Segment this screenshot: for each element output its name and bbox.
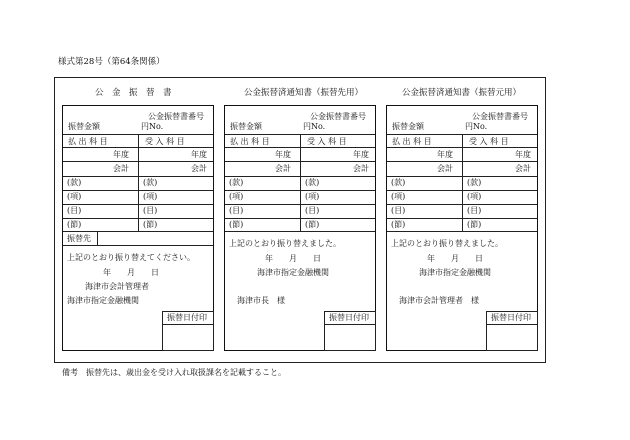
designated-bank: 海津市指定金融機関 xyxy=(257,268,329,277)
in-account-label: 受 入 科 目 xyxy=(307,137,347,146)
panel-title-payee-notice: 公金振替済通知書（振替先用） xyxy=(244,88,364,98)
stamp-box xyxy=(162,311,214,351)
in-kou: (項) xyxy=(143,192,158,201)
date-line: 年 月 日 xyxy=(265,254,321,263)
yen-no-label: 円No. xyxy=(465,122,488,131)
yen-no-label: 円No. xyxy=(141,122,164,131)
panel-payee-notice xyxy=(224,105,376,351)
in-moku: (目) xyxy=(305,206,320,215)
out-year-label: 年度 xyxy=(437,150,453,159)
accounting-manager: 海津市会計管理者 xyxy=(85,282,149,291)
out-setsu: (節) xyxy=(391,220,406,229)
in-year-label: 年度 xyxy=(353,150,369,159)
out-account-suffix: 会計 xyxy=(275,164,291,173)
in-kou: (項) xyxy=(467,192,482,201)
footnote: 備考 振替先は、歳出金を受け入れ取扱課名を記載すること。 xyxy=(62,368,286,377)
in-account-label: 受 入 科 目 xyxy=(145,137,185,146)
panel-payer-notice xyxy=(386,105,538,351)
in-moku: (目) xyxy=(143,206,158,215)
stamp-box xyxy=(486,311,538,351)
in-account-suffix: 会計 xyxy=(191,164,207,173)
stamp-label: 振替日付印 xyxy=(329,313,369,322)
out-setsu: (節) xyxy=(67,220,82,229)
out-year-label: 年度 xyxy=(275,150,291,159)
out-kou: (項) xyxy=(391,192,406,201)
panel-title-transfer: 公 金 振 替 書 xyxy=(95,88,172,98)
out-kan: (款) xyxy=(391,178,406,187)
in-year-label: 年度 xyxy=(191,150,207,159)
amount-label: 振替金額 xyxy=(392,122,424,131)
in-setsu: (節) xyxy=(143,220,158,229)
designated-bank: 海津市指定金融機関 xyxy=(67,296,139,305)
out-account-label: 払 出 科 目 xyxy=(230,137,270,146)
designated-bank: 海津市指定金融機関 xyxy=(419,268,491,277)
out-account-label: 払 出 科 目 xyxy=(392,137,432,146)
in-kan: (款) xyxy=(305,178,320,187)
stamp-box xyxy=(324,311,376,351)
amount-label: 振替金額 xyxy=(230,122,262,131)
out-account-label: 払 出 科 目 xyxy=(68,137,108,146)
addressee-manager: 海津市会計管理者 様 xyxy=(399,296,479,305)
out-kou: (項) xyxy=(229,192,244,201)
out-kan: (款) xyxy=(229,178,244,187)
in-kan: (款) xyxy=(143,178,158,187)
in-setsu: (節) xyxy=(467,220,482,229)
in-kan: (款) xyxy=(467,178,482,187)
completion-message: 上記のとおり振り替えました。 xyxy=(391,239,503,248)
out-kan: (款) xyxy=(67,178,82,187)
in-moku: (目) xyxy=(467,206,482,215)
in-year-label: 年度 xyxy=(515,150,531,159)
date-line: 年 月 日 xyxy=(103,268,159,277)
yen-no-label: 円No. xyxy=(303,122,326,131)
destination-label: 振替先 xyxy=(67,234,91,243)
in-account-suffix: 会計 xyxy=(515,164,531,173)
out-moku: (目) xyxy=(391,206,406,215)
form-number: 様式第28号（第64条関係） xyxy=(58,57,165,67)
out-setsu: (節) xyxy=(229,220,244,229)
in-kou: (項) xyxy=(305,192,320,201)
completion-message: 上記のとおり振り替えました。 xyxy=(229,239,341,248)
panel-title-payer-notice: 公金振替済通知書（振替元用） xyxy=(402,88,522,98)
out-account-suffix: 会計 xyxy=(437,164,453,173)
in-account-suffix: 会計 xyxy=(353,164,369,173)
panel-transfer-slip xyxy=(62,105,214,351)
addressee-mayor: 海津市長 様 xyxy=(237,296,285,305)
out-kou: (項) xyxy=(67,192,82,201)
out-year-label: 年度 xyxy=(113,150,129,159)
out-account-suffix: 会計 xyxy=(113,164,129,173)
request-message: 上記のとおり振り替えてください。 xyxy=(67,253,195,262)
transfer-no-label: 公金振替書番号 xyxy=(310,112,366,121)
stamp-label: 振替日付印 xyxy=(491,313,531,322)
stamp-label: 振替日付印 xyxy=(167,313,207,322)
in-account-label: 受 入 科 目 xyxy=(469,137,509,146)
date-line: 年 月 日 xyxy=(427,254,483,263)
transfer-no-label: 公金振替書番号 xyxy=(472,112,528,121)
out-moku: (目) xyxy=(229,206,244,215)
transfer-no-label: 公金振替書番号 xyxy=(148,112,204,121)
out-moku: (目) xyxy=(67,206,82,215)
in-setsu: (節) xyxy=(305,220,320,229)
amount-label: 振替金額 xyxy=(68,122,100,131)
